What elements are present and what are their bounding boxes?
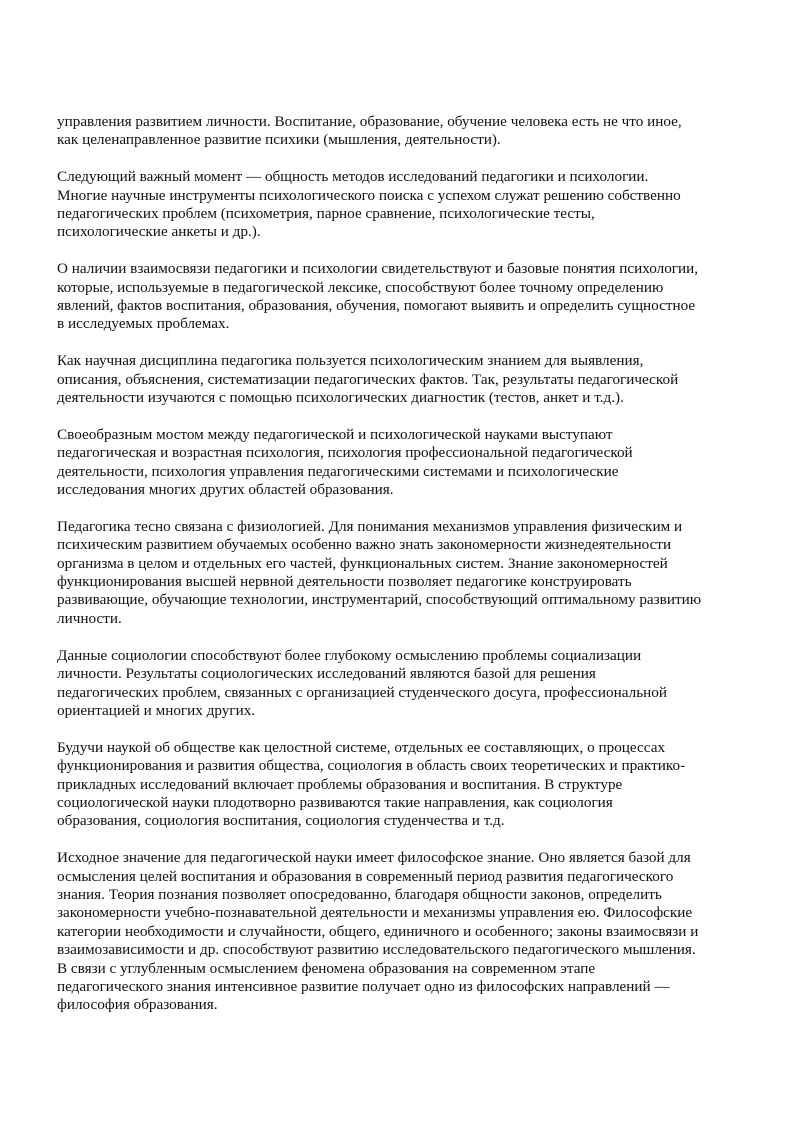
paragraph-philosophy: Исходное значение для педагогической науки имеет философское знание. Оно является базой для осмысления целей воспитания и образования в современный период развития педагогического знания. Теория познания позволяет опосредованно, благодаря общности законов, определить закономерности учебно-познавательной деятельности и механизмы управления ею. Философские категории необходимости и случайности, общего, единичного и особенного; законы взаимосвязи и взаимозависимости и др. способствуют развитию исследовательского педагогического мышления. В связи с углубленным осмыслением феномена образования на современном этапе педагогического знания интенсивное развитие получает одно из философских направлений — философия образования. <box>57 849 699 1014</box>
paragraph-physiology: Педагогика тесно связана с физиологией. Для понимания механизмов управления физическим и психическим развитием обучаемых особенно важно знать закономерности жизнедеятельности организма в целом и отдельных его частей, функциональных систем. Знание закономерностей функционирования высшей нервной деятельности позволяет педагогике конструировать развивающие, обучающие технологии, инструментарий, способствующий оптимальному развитию личности. <box>57 517 702 627</box>
paragraph-sociology-data: Данные социологии способствуют более глубокому осмыслению проблемы социализации личности. Результаты социологических исследований являются базой для решения педагогических проблем, связанных с организацией студенческого досуга, профессиональной ориентацией и многих других. <box>57 646 668 719</box>
paragraph-sociology-science: Будучи наукой об обществе как целостной системе, отдельных ее составляющих, о процессах функционирования и развития общества, социология в область своих теоретических и практико- прикладных исследований включает проблемы образования и воспитания. В структуре социологической науки плодотворно развиваются такие направления, как социология образования, социология воспитания, социология студенчества и т.д. <box>57 738 686 830</box>
paragraph-research-methods: Следующий важный момент — общность методов исследований педагогики и психологии. Многие научные инструменты психологического поиска с успехом служат решению собственно педагогических проблем (психометрия, парное сравнение, психологические тесты, психологические анкеты и др.). <box>57 168 681 241</box>
paragraph-basic-concepts: О наличии взаимосвязи педагогики и психологии свидетельствуют и базовые понятия психологии, которые, используемые в педагогической лексике, способствуют более точному определению явлений, фактов воспитания, образования, обучения, помогают выявить и определить сущностное в исследуемых проблемах. <box>57 260 699 333</box>
document-page <box>57 113 747 1033</box>
paragraph-scientific-discipline: Как научная дисциплина педагогика пользуется психологическим знанием для выявления, описания, объяснения, систематизации педагогических фактов. Так, результаты педагогической деятельности изучаются с помощью психологических диагностик (тестов, анкет и т.д.). <box>57 352 679 407</box>
paragraph-bridge-sciences: Своеобразным мостом между педагогической и психологической науками выступают педагогическая и возрастная психология, психология профессиональной педагогической деятельности, психология управления педагогическими системами и психологические исследования многих других областей образования. <box>57 425 633 499</box>
paragraph-psyche-development: управления развитием личности. Воспитание, образование, обучение человека есть не что иное, как целенаправленное развитие психики (мышления, деятельности). <box>57 113 682 149</box>
